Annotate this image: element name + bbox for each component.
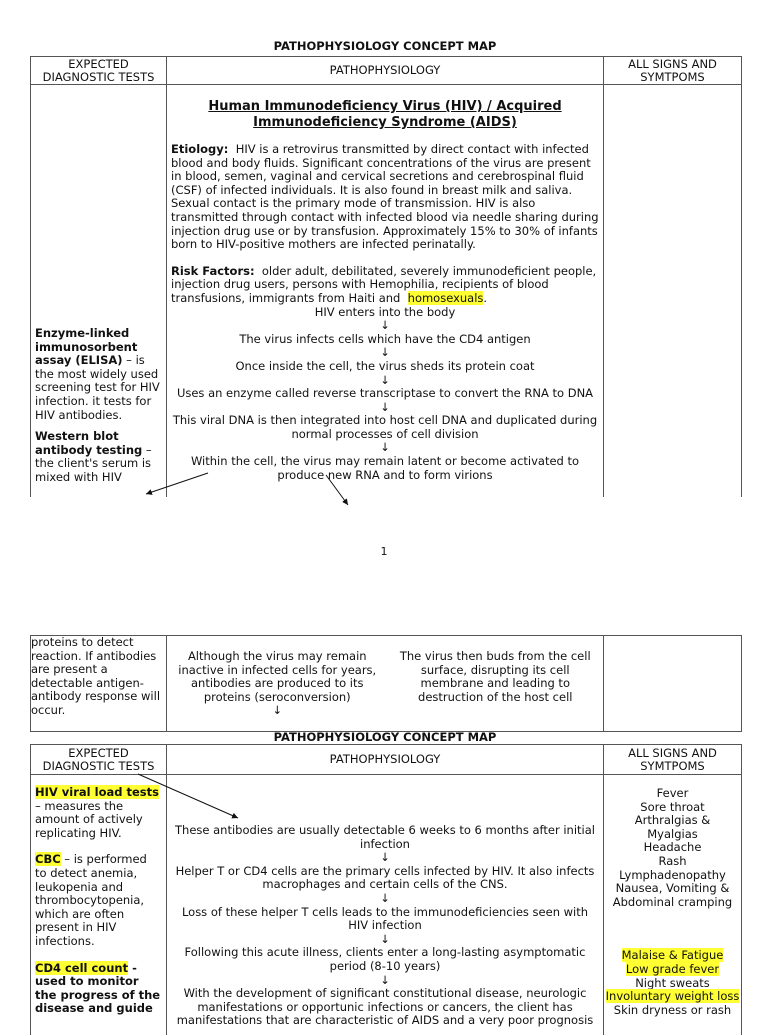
arrow-to-pathophysiology [138,774,238,818]
sign-item: Abdominal cramping [612,894,733,909]
sign-item: Headache [643,840,702,855]
flow-step: These antibodies are usually detectable 6 weeks to 6 months after initial infection [175,823,595,851]
flow-step: Following this acute illness, clients enter a long-lasting asymptomatic period (8-10 years) [184,945,586,973]
cont-tests-cell: proteins to detect reaction. If antibodies are present a detectable antigen-antibody response will occur. [31,636,167,732]
flow-step: Uses an enzyme called reverse transcriptase to convert the RNA to DNA [176,386,594,401]
sign-item: Fever [656,786,689,800]
header-signs: ALL SIGNS AND SYMTPOMS [604,57,742,85]
header-signs: ALL SIGNS AND SYMTPOMS [604,745,742,775]
flow-arrow: ↓ [380,440,390,455]
elisa-label: Enzyme-linked immunosorbent assay (ELISA) [35,326,138,368]
flow-step: The virus infects cells which have the CD4 antigen [239,331,531,346]
connector-arrows-2 [0,760,768,830]
risk-label: Risk Factors: [171,263,255,278]
viral-load-text: – measures the amount of actively replicating HIV. [35,798,143,840]
flow-step: HIV enters into the body [314,304,456,319]
flow-step: Loss of these helper T cells leads to the immunodeficiencies seen with HIV infection [181,904,589,933]
flow-arrow: ↓ [272,703,283,718]
arrow-to-tests [146,473,208,494]
flow-step: Helper T or CD4 cells are the primary cells infected by HIV. It also infects macrophages and certain cells of the CNS. [175,863,595,892]
cd4-block [31,962,166,1016]
header-tests: EXPECTED DIAGNOSTIC TESTS [31,745,167,775]
viral-load-label: HIV viral load tests [35,785,159,799]
title-line-2: Immunodeficiency Syndrome (AIDS) [253,115,517,130]
page-number: 1 [380,545,388,558]
sign-item-highlight [604,963,741,977]
sign-item: Rash [658,853,687,868]
sign-low-grade-fever: Low grade fever [625,961,720,976]
sign-item: Arthralgias & [634,813,711,828]
elisa-text: – is the most widely used screening test for HIV infection. it tests for HIV antibodies. [35,353,160,422]
cbc-label: CBC [35,852,61,867]
arrow-down [326,475,348,505]
flow-arrow: ↓ [380,931,390,946]
sign-item: Lymphadenopathy [619,867,726,882]
risk-highlight: homosexuals [407,290,484,305]
western-blot-text: – the client's serum is mixed with HIV [35,442,152,484]
flow-arrow: ↓ [380,850,390,865]
cd4-label: CD4 cell count [35,960,129,975]
flow-step: This viral DNA is then integrated into host cell DNA and duplicated during normal processes of cell division [172,413,598,441]
sign-weight-loss: Involuntary weight loss [605,989,740,1004]
flow-arrow: ↓ [380,890,390,905]
flow-arrow: ↓ [380,972,390,987]
continuation-table [30,635,742,732]
flow-step: Once inside the cell, the virus sheds its protein coat [235,358,535,373]
cbc-text: – is performed to detect anemia, leukopenia and thrombocytopenia, which are often present in HIV infections. [35,852,147,948]
title-line-1: Human Immunodeficiency Virus (HIV) / Acquired [208,99,562,114]
risk-end: . [483,290,488,305]
page-title-2: PATHOPHYSIOLOGY CONCEPT MAP [273,730,497,744]
flow-arrow: ↓ [380,318,390,333]
sign-item: Myalgias [647,826,698,841]
sign-item: Night sweats [635,975,710,990]
flow-arrow: ↓ [380,372,390,387]
cbc-block [31,853,166,948]
risk-text: older adult, debilitated, severely immunodeficient people, injection drug users, persons with Hemophilia, recipients of blood transfusions, immigrants from Haiti and [171,263,597,305]
sign-item-highlight [604,949,741,963]
sign-item-highlight [604,990,741,1004]
cont-mid-b: The virus then buds from the cell surface, disrupting its cell membrane and leading to destruction of the host cell [388,636,604,732]
flow-step: Within the cell, the virus may remain latent or become activated to produce new RNA and to form virions [190,454,580,482]
etiology-label: Etiology: [171,142,229,156]
sign-malaise: Malaise & Fatigue [621,948,724,963]
header-pathophysiology: PATHOPHYSIOLOGY [167,57,604,85]
cont-mid-a-cell [167,636,388,732]
header-pathophysiology: PATHOPHYSIOLOGY [167,745,604,775]
cont-mid-a: Although the virus may remain inactive in infected cells for years, antibodies are produced to its proteins (seroconversion) [178,649,377,704]
flow-arrow: ↓ [380,345,390,360]
flow-step: With the development of significant constitutional disease, neurologic manifestations or opportunic infections or cancers, the client has manifestations that are characteristic of AIDS and a very poor prognosis [176,986,594,1028]
cd4-text: - used to monitor the progress of the disease and guide [35,960,161,1016]
cont-signs-cell [604,636,742,732]
sign-item: Sore throat [640,799,705,814]
sign-item: Nausea, Vomiting & [615,881,730,896]
page-title: PATHOPHYSIOLOGY CONCEPT MAP [273,39,497,53]
header-tests: EXPECTED DIAGNOSTIC TESTS [31,57,167,85]
etiology-text: HIV is a retrovirus transmitted by direct contact with infected blood and body fluids. Significant concentrations of the virus are present in blood, semen, vaginal and cervical secretions and cerebrospinal fluid (CSF) of infected individuals. It is also found in breast milk and saliva. Sexual contact is the primary mode of transmission. HIV is also transmitted through contact with infected blood via needle sharing during injection drug use or by transfusion. Approximately 15% to 30% of infants born to HIV-positive mothers are infected perinatally. [171,142,599,252]
sign-item: Skin dryness or rash [613,1002,732,1017]
western-blot-label: Western blot antibody testing [35,429,143,457]
flow-arrow: ↓ [380,399,390,414]
